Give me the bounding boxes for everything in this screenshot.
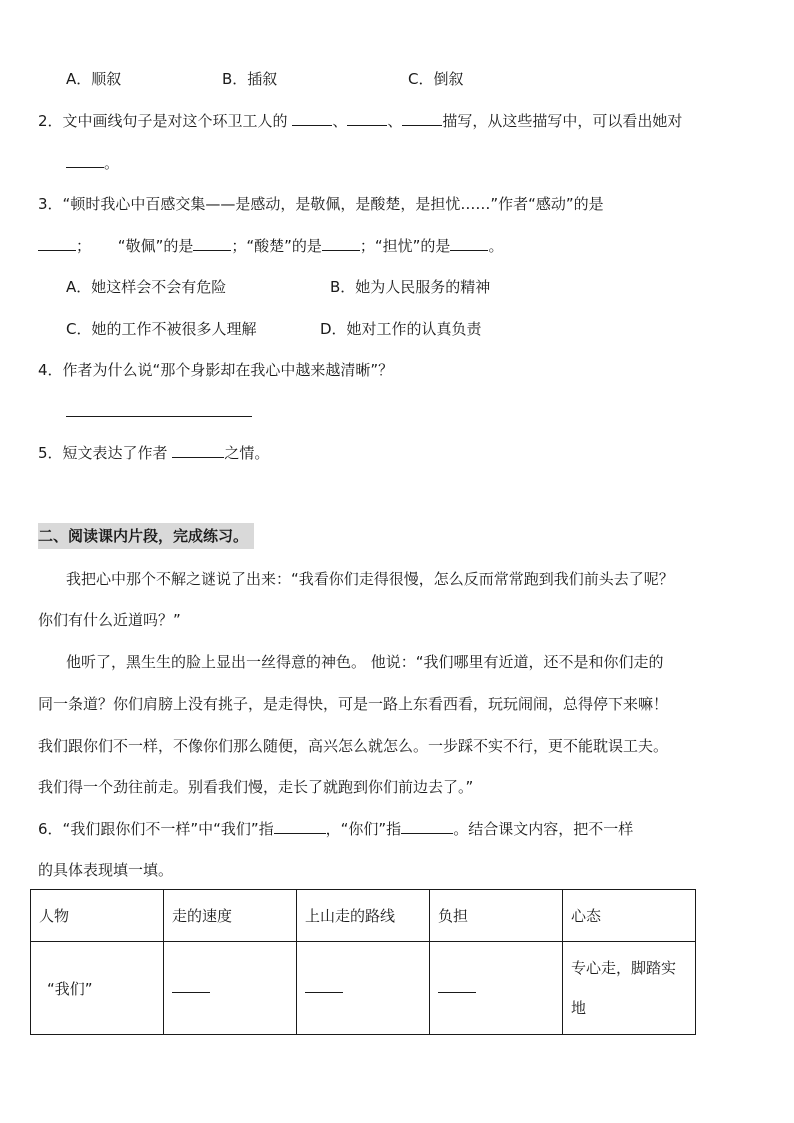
q6-text-post: 。结合课文内容，把不一样 (453, 820, 634, 838)
q2-blank-4[interactable] (66, 153, 104, 168)
q2-sep-2: 、 (387, 112, 403, 130)
table-row (31, 942, 696, 1035)
q3-blank-4[interactable] (450, 236, 488, 251)
table-header-cell: 负担 (430, 890, 563, 942)
passage-line-4: 同一条道？你们肩膀上没有挑子，是走得快，可是一路上东看西看，玩玩闹闹，总得停下来嘛！ (38, 695, 669, 713)
q3-option-c: C．她的工作不被很多人理解 (66, 320, 257, 338)
passage-line-5: 我们跟你们不一样，不像你们那么随便，高兴怎么就怎么。一步踩不实不行，更不能耽误工夫。 (38, 737, 669, 755)
q2-blank-2[interactable] (347, 111, 387, 126)
table-header-cell: 心态 (563, 890, 696, 942)
table-cell-burden[interactable] (430, 942, 563, 1035)
passage-line-3: 他听了，黑生生的脸上显出一丝得意的神色。 他说：“我们哪里有近道，还不是和你们走的 (66, 653, 664, 671)
q3-option-d: D．她对工作的认真负责 (320, 320, 482, 338)
q1-option-b: B．插叙 (222, 70, 278, 88)
section-2-title: 二、阅读课内片段，完成练习。 (38, 523, 254, 549)
q3-text-d: ；“担忧”的是 (359, 237, 451, 255)
q6-text-pre: 6．“我们跟你们不一样”中“我们”指 (38, 820, 274, 838)
q3-blank-2[interactable] (193, 236, 231, 251)
q5-line (38, 443, 269, 463)
q3-option-b: B．她为人民服务的精神 (330, 278, 491, 296)
row-label-text: “我们” (47, 979, 93, 998)
table-row-label (31, 942, 164, 1035)
q6-blank-2[interactable] (401, 819, 453, 834)
table-header-cell: 人物 (31, 890, 164, 942)
burden-blank[interactable] (438, 980, 476, 993)
q5-blank[interactable] (172, 443, 224, 458)
table-header-cell: 上山走的路线 (297, 890, 430, 942)
passage-line-2: 你们有什么近道吗？” (38, 611, 181, 629)
table-header-cell: 走的速度 (164, 890, 297, 942)
passage-line-1: 我把心中那个不解之谜说了出来：“我看你们走得很慢，怎么反而常常跑到我们前头去了呢？ (66, 570, 674, 588)
comparison-table (30, 889, 696, 1035)
table-header-row (31, 890, 696, 942)
q4-blank[interactable] (66, 402, 252, 417)
q6-line2: 的具体表现填一填。 (38, 861, 174, 879)
q3-text-e: 。 (488, 237, 504, 255)
q3-option-a: A．她这样会不会有危险 (66, 278, 227, 296)
q3-blank-3[interactable] (322, 236, 360, 251)
q3-line1: 3．“顿时我心中百感交集——是感动，是敬佩，是酸楚，是担忧……”作者“感动”的是 (38, 195, 604, 213)
q6-line1 (38, 819, 633, 839)
q1-option-a: A．顺叙 (66, 70, 122, 88)
q4-text: 4．作者为什么说“那个身影却在我心中越来越清晰”？ (38, 361, 394, 379)
q3-line2 (38, 236, 503, 256)
q3-sep-a: ； (76, 237, 92, 255)
q3-blank-1[interactable] (38, 236, 76, 251)
q4-answer-line[interactable] (66, 402, 252, 422)
q2-line1 (38, 111, 682, 131)
table-cell-mindset: 专心走，脚踏实地 (563, 942, 696, 1035)
q3-text-c: ；“酸楚”的是 (231, 237, 322, 255)
table-cell-route[interactable] (297, 942, 430, 1035)
q3-text-b: “敬佩”的是 (117, 237, 194, 255)
route-blank[interactable] (305, 980, 343, 993)
q6-blank-1[interactable] (274, 819, 326, 834)
q2-sep-1: 、 (332, 112, 348, 130)
passage-line-6: 我们得一个劲往前走。别看我们慢，走长了就跑到你们前边去了。” (38, 778, 474, 796)
q1-option-c: C．倒叙 (408, 70, 464, 88)
q2-line2 (66, 153, 119, 173)
q5-text-pre: 5．短文表达了作者 (38, 444, 168, 462)
q2-text-post: 描写，从这些描写中，可以看出她对 (442, 112, 683, 130)
q2-blank-3[interactable] (402, 111, 442, 126)
q5-text-post: 之情。 (224, 444, 270, 462)
q2-blank-1[interactable] (292, 111, 332, 126)
q2-text-pre: 2．文中画线句子是对这个环卫工人的 (38, 112, 288, 130)
q2-line2-text: 。 (104, 154, 120, 172)
table-cell-speed[interactable] (164, 942, 297, 1035)
q6-text-mid: ，“你们”指 (325, 820, 402, 838)
speed-blank[interactable] (172, 980, 210, 993)
